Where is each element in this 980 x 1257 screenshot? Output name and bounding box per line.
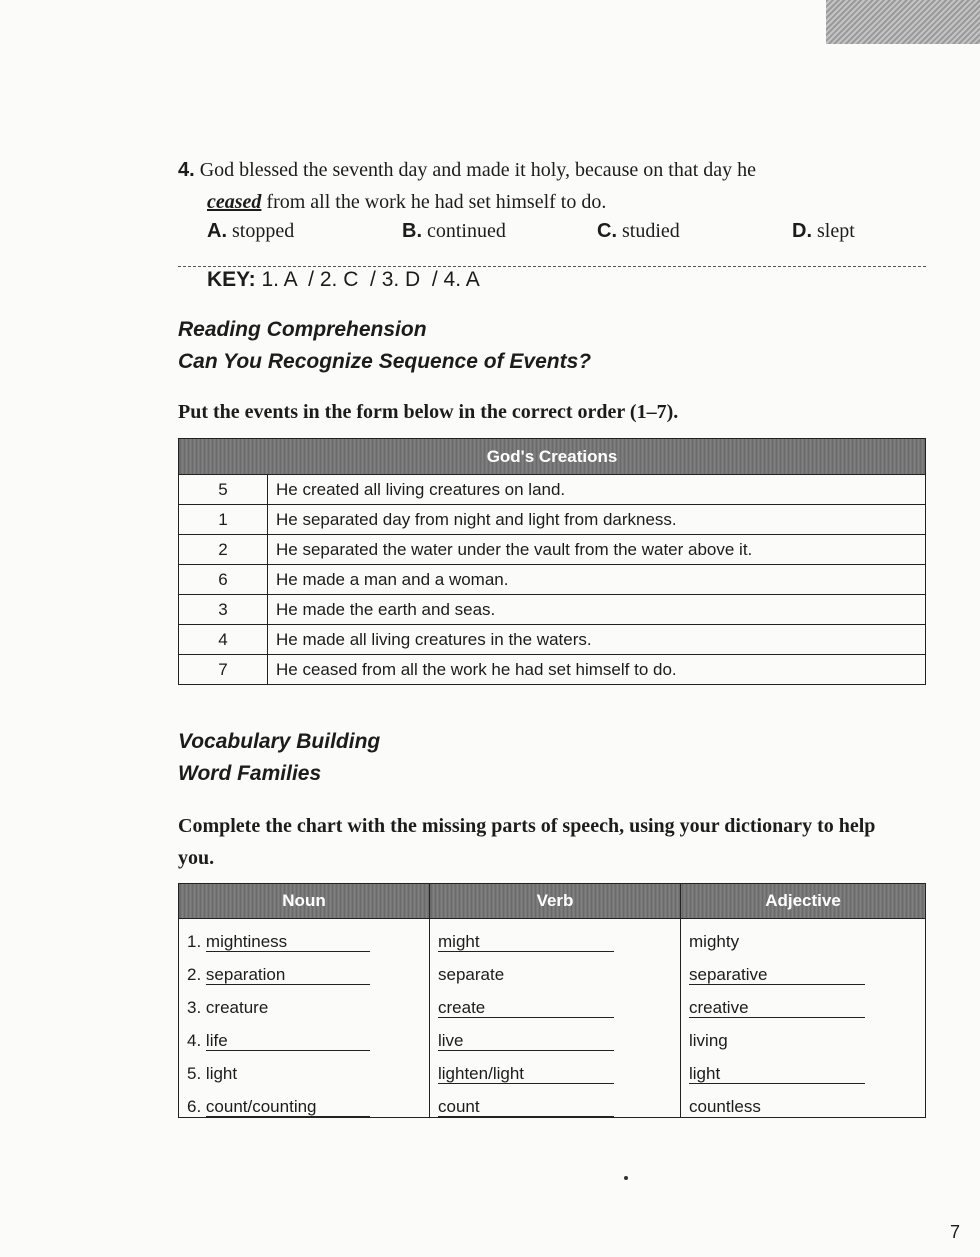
page-number: 7 xyxy=(949,1222,960,1242)
event-text: He separated the water under the vault from the water above it. xyxy=(268,535,926,565)
adjective-value: mighty xyxy=(689,932,740,951)
order-number[interactable]: 7 xyxy=(179,655,268,685)
verb-cell xyxy=(430,1051,681,1084)
table-row xyxy=(179,919,926,953)
row-number: 3. xyxy=(187,998,202,1017)
adjective-cell xyxy=(681,952,926,985)
question-keyword: ceased xyxy=(207,191,262,213)
row-number: 2. xyxy=(187,965,202,984)
verb-cell xyxy=(430,919,681,953)
adjective-value: living xyxy=(689,1031,728,1050)
verb-cell xyxy=(430,952,681,985)
word-family-header xyxy=(179,884,926,919)
sequence-table-title: God's Creations xyxy=(179,439,926,475)
adjective-value: countless xyxy=(689,1097,761,1116)
noun-cell xyxy=(179,1018,430,1051)
question-4 xyxy=(178,154,878,218)
verb-cell xyxy=(430,1084,681,1118)
table-row xyxy=(179,952,926,985)
table-row xyxy=(179,535,926,565)
adjective-cell xyxy=(681,1051,926,1084)
page-corner-tab xyxy=(826,0,980,44)
option-text: slept xyxy=(817,220,855,242)
adjective-cell xyxy=(681,985,926,1018)
order-number[interactable]: 6 xyxy=(179,565,268,595)
option-b[interactable] xyxy=(402,220,506,243)
verb-value: separate xyxy=(438,965,505,984)
option-d[interactable] xyxy=(792,220,855,243)
vocab-instruction: Complete the chart with the missing parts of speech, using your dictionary to help you. xyxy=(178,815,876,869)
verb-answer[interactable]: count xyxy=(438,1098,614,1117)
event-text: He separated day from night and light from darkness. xyxy=(268,505,926,535)
table-row xyxy=(179,1051,926,1084)
reading-heading: Reading Comprehension xyxy=(178,318,427,341)
table-row xyxy=(179,1018,926,1051)
reading-subheading: Can You Recognize Sequence of Events? xyxy=(178,350,592,373)
vocab-heading: Vocabulary Building xyxy=(178,730,381,753)
noun-cell xyxy=(179,985,430,1018)
adjective-answer[interactable]: creative xyxy=(689,999,865,1018)
question-text-before: God blessed the seventh day and made it holy, because on that day he xyxy=(199,159,757,181)
question-line-2 xyxy=(178,186,878,218)
table-row xyxy=(179,985,926,1018)
event-text: He made all living creatures in the waters. xyxy=(268,625,926,655)
row-number: 5. xyxy=(187,1064,202,1083)
noun-cell xyxy=(179,952,430,985)
table-row xyxy=(179,1084,926,1118)
noun-answer[interactable]: count/counting xyxy=(206,1098,370,1117)
event-text: He created all living creatures on land. xyxy=(268,475,926,505)
verb-answer[interactable]: lighten/light xyxy=(438,1065,614,1084)
adjective-answer[interactable]: separative xyxy=(689,966,865,985)
event-text: He ceased from all the work he had set himself to do. xyxy=(268,655,926,685)
adjective-header: Adjective xyxy=(681,884,926,919)
word-family-table xyxy=(178,883,926,1118)
row-number: 4. xyxy=(187,1031,202,1050)
option-letter: A. xyxy=(207,220,227,242)
order-number[interactable]: 5 xyxy=(179,475,268,505)
vocab-subheading: Word Families xyxy=(178,762,322,785)
table-row xyxy=(179,595,926,625)
option-c[interactable] xyxy=(597,220,680,243)
option-letter: D. xyxy=(792,220,812,242)
question-number: 4. xyxy=(178,159,195,181)
table-row xyxy=(179,505,926,535)
noun-cell xyxy=(179,1051,430,1084)
order-number[interactable]: 4 xyxy=(179,625,268,655)
noun-answer[interactable]: life xyxy=(206,1032,370,1051)
verb-cell xyxy=(430,985,681,1018)
noun-value: light xyxy=(205,1064,238,1083)
key-label: KEY: xyxy=(207,268,256,291)
sequence-table-header xyxy=(179,439,926,475)
stray-dot xyxy=(624,1176,628,1180)
answer-options xyxy=(0,220,980,252)
answer-key xyxy=(207,268,480,292)
option-text: studied xyxy=(622,220,680,242)
event-text: He made the earth and seas. xyxy=(268,595,926,625)
option-letter: B. xyxy=(402,220,422,242)
option-text: stopped xyxy=(232,220,295,242)
order-number[interactable]: 3 xyxy=(179,595,268,625)
row-number: 6. xyxy=(187,1097,202,1116)
option-letter: C. xyxy=(597,220,617,242)
order-number[interactable]: 2 xyxy=(179,535,268,565)
option-text: continued xyxy=(427,220,506,242)
table-row xyxy=(179,565,926,595)
verb-answer[interactable]: create xyxy=(438,999,614,1018)
verb-header: Verb xyxy=(430,884,681,919)
question-line-1 xyxy=(178,154,878,186)
order-number[interactable]: 1 xyxy=(179,505,268,535)
key-answers: 1. A / 2. C / 3. D / 4. A xyxy=(261,268,480,291)
reading-instruction: Put the events in the form below in the correct order (1–7). xyxy=(178,401,679,423)
adjective-cell xyxy=(681,1018,926,1051)
noun-cell xyxy=(179,1084,430,1118)
verb-cell xyxy=(430,1018,681,1051)
table-row xyxy=(179,655,926,685)
adjective-answer[interactable]: light xyxy=(689,1065,865,1084)
noun-answer[interactable]: separation xyxy=(206,966,370,985)
noun-answer[interactable]: mightiness xyxy=(206,933,370,952)
verb-answer[interactable]: might xyxy=(438,933,614,952)
table-row xyxy=(179,475,926,505)
verb-answer[interactable]: live xyxy=(438,1032,614,1051)
table-row xyxy=(179,625,926,655)
sequence-table xyxy=(178,438,926,685)
noun-cell xyxy=(179,919,430,953)
noun-header: Noun xyxy=(179,884,430,919)
dashed-divider xyxy=(178,266,926,267)
adjective-cell xyxy=(681,1084,926,1118)
event-text: He made a man and a woman. xyxy=(268,565,926,595)
question-text-after: from all the work he had set himself to do. xyxy=(261,191,607,213)
option-a[interactable] xyxy=(207,220,294,243)
row-number: 1. xyxy=(187,932,202,951)
noun-value: creature xyxy=(205,998,269,1017)
adjective-cell xyxy=(681,919,926,953)
